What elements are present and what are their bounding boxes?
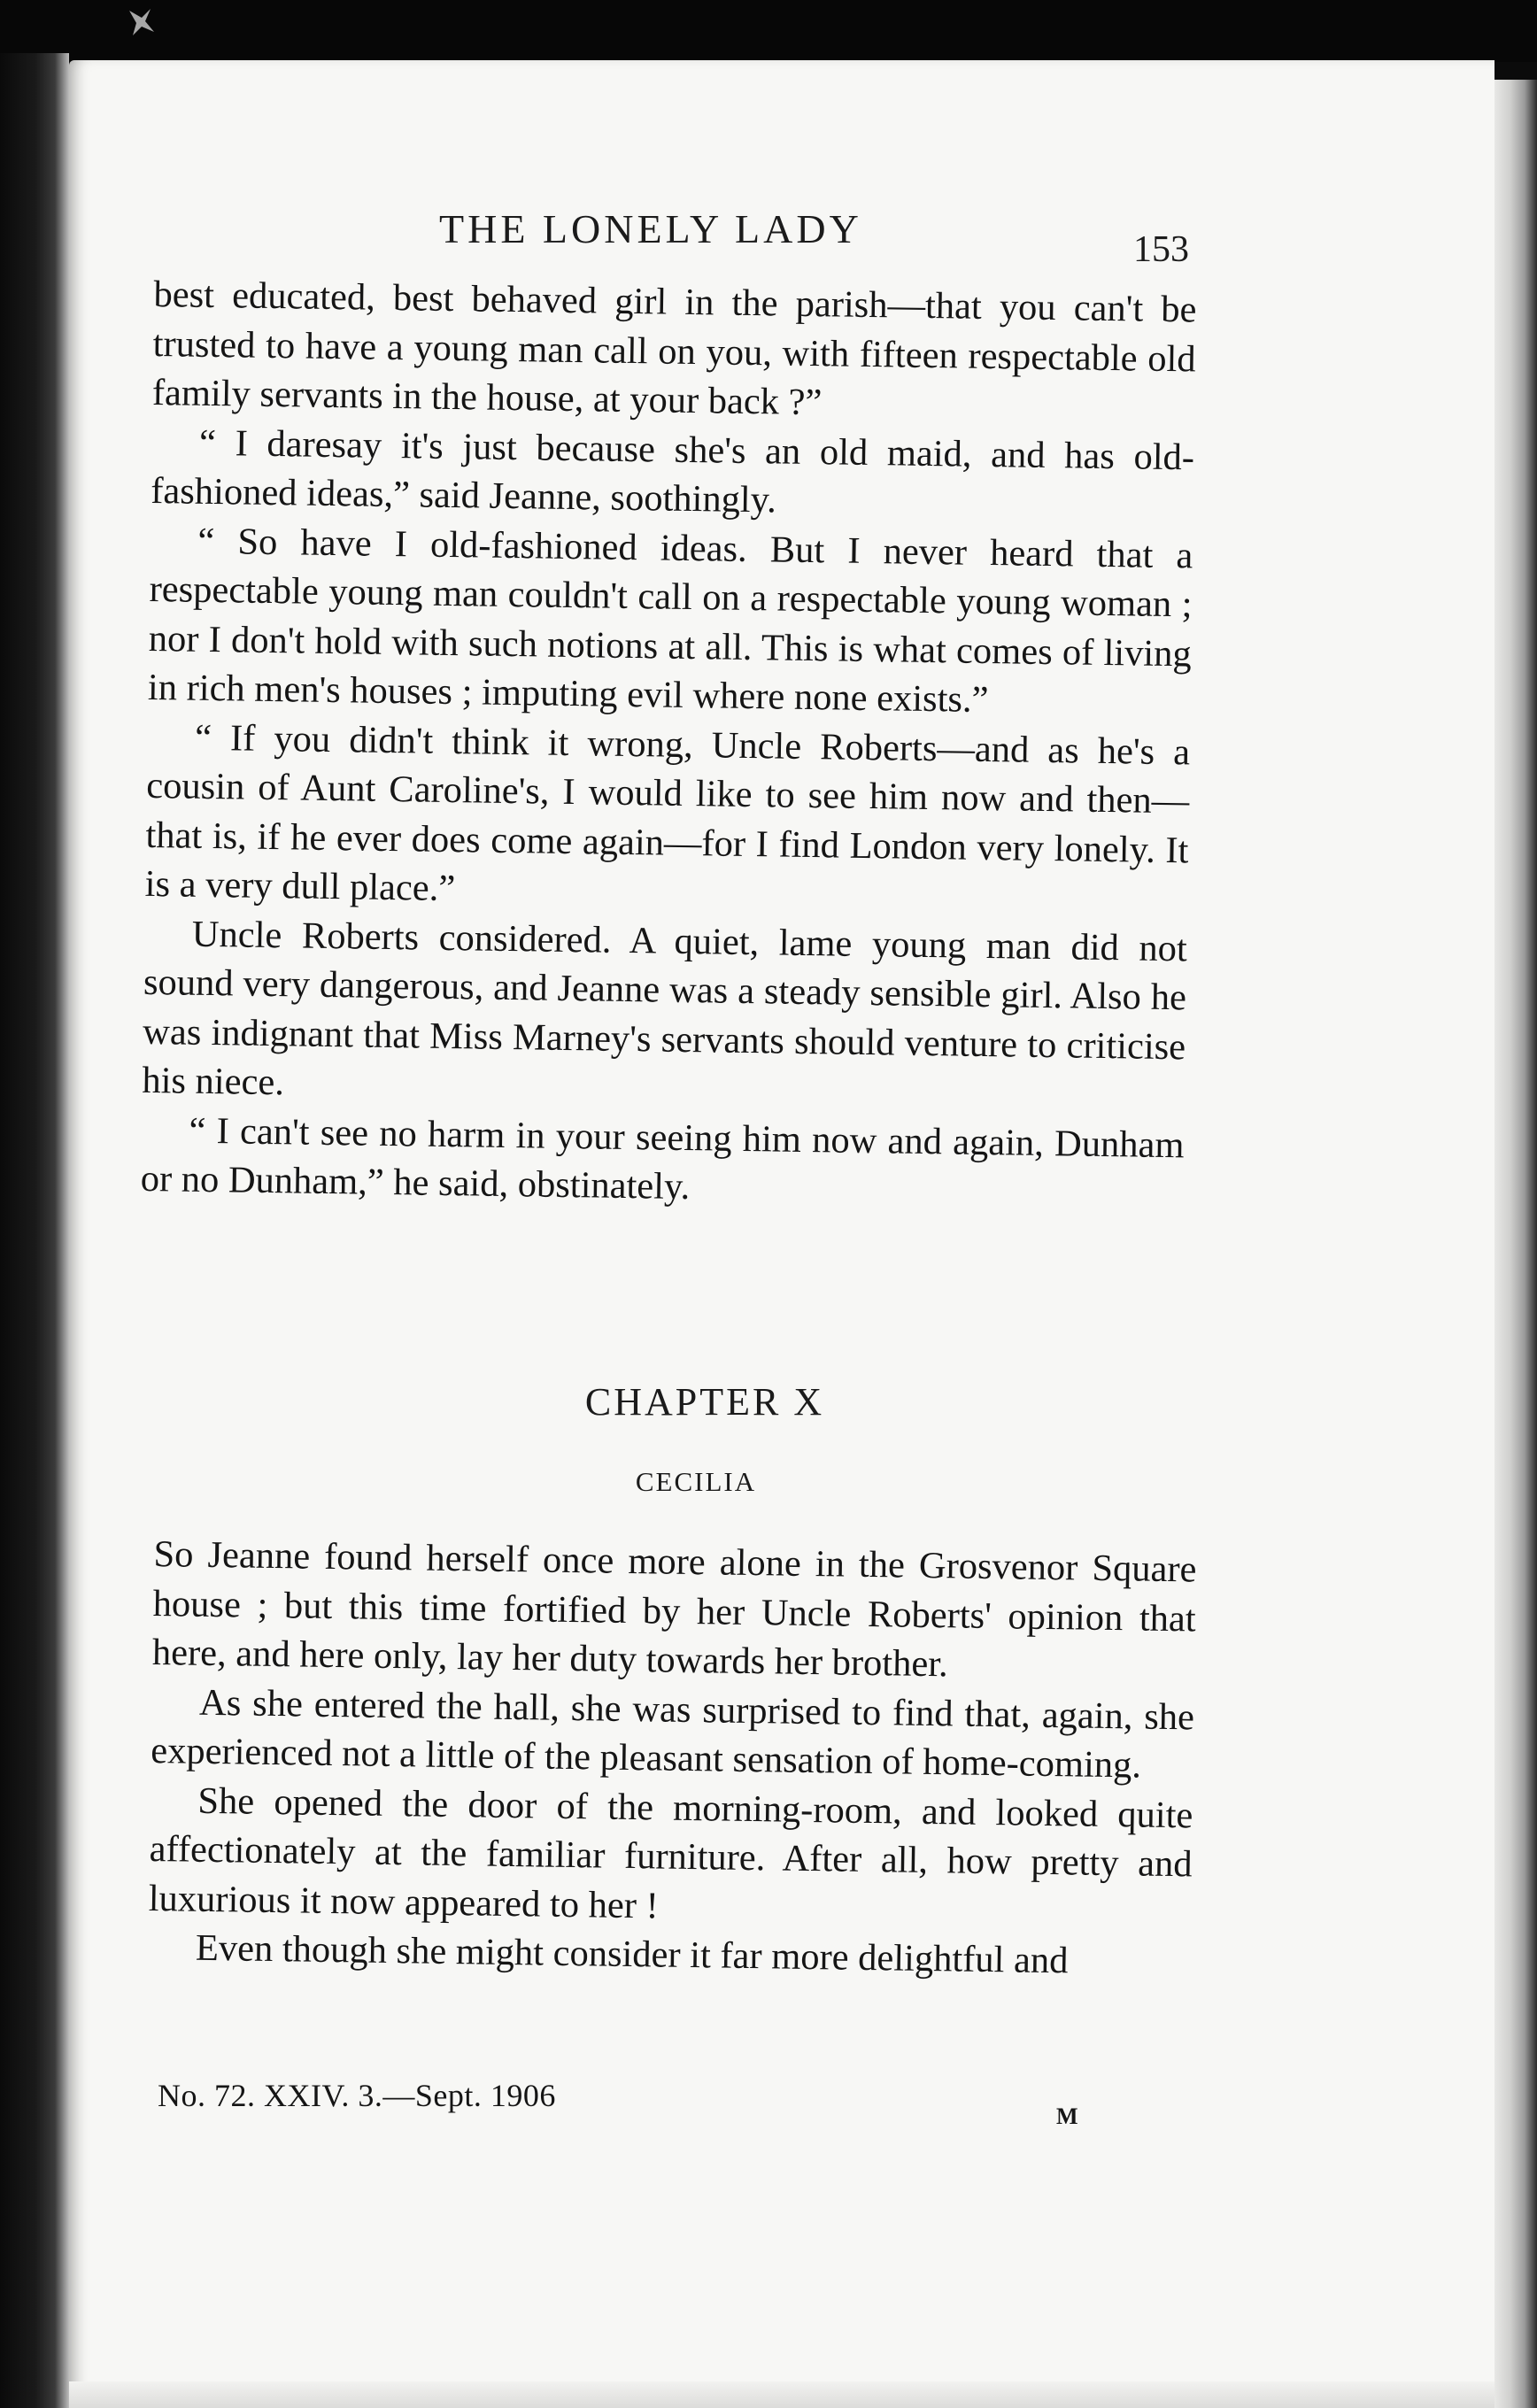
- paragraph: So Jeanne found herself once more alone in the Grosvenor Square house ; but this time fortified by her Uncle Roberts' opinion that here, and here only, lay her duty towards her brother.: [151, 1532, 1197, 1686]
- scan-background: [0, 0, 1537, 62]
- book-binding-edge: [0, 53, 69, 2408]
- page-right-edge: [1495, 80, 1537, 2408]
- signature-mark: M: [1056, 2103, 1078, 2129]
- paragraph: “ So have I old-fashioned ideas. But I never heard that a respectable young man couldn't call on a respectable young woman ; nor I don't hold with such notions at all. This is what comes of living in rich men's houses ; imputing evil where none exists.”: [147, 520, 1193, 722]
- paragraph: Even though she might consider it far more delightful and: [195, 1926, 1069, 1982]
- paragraph: She opened the door of the morning-room, and looked quite affectionately at the familiar furniture. After all, how pretty and luxurious it now appeared to her !: [148, 1779, 1193, 1926]
- page-bottom-edge: [69, 2381, 1495, 2408]
- paragraph: “ I can't see no harm in your seeing him now and again, Dunham or no Dunham,” he said, obstinately.: [140, 1109, 1185, 1208]
- page-number: 153: [1133, 229, 1189, 270]
- paragraph: Uncle Roberts considered. A quiet, lame young man did not sound very dangerous, and Jeanne was a steady sensible girl. Also he was indignant that Miss Marney's servants should venture to criticise his niece.: [142, 913, 1188, 1104]
- text-block-lower: [148, 1530, 1197, 1987]
- chapter-heading: CHAPTER X: [584, 1380, 825, 1424]
- text-block-upper: [140, 270, 1197, 1219]
- chapter-subtitle: CECILIA: [635, 1466, 757, 1497]
- paragraph: “ I daresay it's just because she's an old maid, and has old-fashioned ideas,” said Jeanne, soothingly.: [150, 421, 1195, 521]
- scan-speck-mark: [124, 5, 159, 41]
- printer-signature-line: No. 72. XXIV. 3.—Sept. 1906: [158, 2078, 556, 2113]
- paragraph: As she entered the hall, she was surprised to find that, again, she experienced not a little of the pleasant sensation of home-coming.: [150, 1681, 1195, 1787]
- running-title: THE LONELY LADY: [439, 206, 862, 251]
- page-header: [0, 205, 1537, 270]
- paragraph: best educated, best behaved girl in the parish—that you can't be trusted to have a young man call on you, with fifteen respectable old family servants in the house, at your back ?”: [151, 273, 1197, 424]
- paragraph: “ If you didn't think it wrong, Uncle Roberts—and as he's a cousin of Aunt Caroline's, I would like to see him now and then—that is, if he ever does come again—for I find London very lonely. It is a very dull place.”: [144, 716, 1191, 910]
